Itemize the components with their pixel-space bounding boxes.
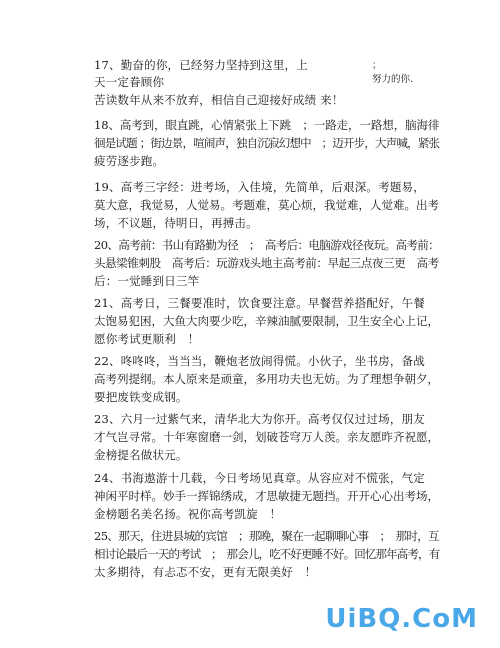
text-line: 太多期待，有忐忑不安，更有无限美好 ！ [94, 565, 317, 579]
text-line: 才气岂寻常。十年寒窗磨一剑，划破苍穹万人羡。亲友愿昨齐祝愿， [94, 430, 439, 444]
watermark-logo: UiBQ.CoM [325, 604, 478, 634]
text-line: 17、勤奋的你，已经努力坚持到这里，上 [94, 58, 308, 72]
text-line: 25、那天，住进县城的宾馆 ；那晚，聚在一起聊聊心事 ； 那时，互 [94, 529, 439, 543]
text-line: 金榜提名做状元。 [94, 448, 188, 462]
side-note-semicolon: ； [372, 60, 382, 71]
text-line: 24、书海遨游十几载，今日考场见真章。从容应对不慌张，气定 [94, 471, 425, 485]
text-line: 徊是试题 ；街边景，喧闹声，独自沉寂幻想中 ；迈开步，大声喊，紧张 [94, 136, 440, 150]
text-line: 太饱易犯困，大鱼大肉要少吃，辛辣油腻要限制，卫生安全心上记， [94, 314, 439, 328]
text-line: 头悬梁锥刺股 高考后：玩游戏头地主高考前：早起三点夜三更 高考 [94, 256, 439, 270]
text-line: 苦读数年从来不放弃，相信自己迎接好成绩 来！ [94, 93, 344, 107]
text-line: 后：一觉睡到日三竿 [94, 274, 200, 288]
text-line: 18、高考到，眼直跳，心情紧张上下跳 ；一路走，一路想，脑海徘 [94, 118, 440, 132]
text-line: 金榜题名美名扬。祝你高考凯旋 ！ [94, 507, 282, 521]
text-line: 21、高考日，三餐要准时，饮食要注意。早餐营养搭配好，午餐 [94, 296, 425, 310]
text-line: 神闲平时样。妙手一挥锦绣成，才思敏捷无题挡。开开心心出考场， [94, 489, 439, 503]
text-line: 高考列提纲。本人原来是顽童，多用功夫也无妨。为了理想争朝夕， [94, 372, 439, 386]
text-line: 19、高考三字经：进考场，入佳境，先简单，后艰深。考题易， [94, 180, 425, 194]
text-line: 相讨论最后一天的考试 ； 那会儿，吃不好更睡不好。回忆那年高考，有 [94, 547, 440, 561]
text-line: 愿你考试更顺利 ！ [94, 332, 200, 346]
text-line: 莫大意，我觉易，人觉易。考题难，莫心烦，我觉难，人觉难。出考 [94, 198, 439, 212]
text-line: 23、六月一过紫气来，清华北大为你开。高考仅仅过过场，朋友 [94, 412, 425, 426]
text-line: 场，不议题，待明日，再搏击。 [94, 216, 258, 230]
text-line: 22、咚咚咚，当当当，鞭炮老放闹得慌。小伙子，坐书房，备战 [94, 354, 425, 368]
text-line: 疲劳逐步跑。 [94, 154, 165, 168]
text-line: 天一定眷顾你 [94, 75, 165, 89]
text-line: 要把废铁变成钢。 [94, 390, 188, 404]
text-line: 20、高考前：书山有路勤为径 ； 高考后：电脑游戏径夜玩。高考前： [94, 238, 439, 252]
side-note: 努力的你. [372, 74, 414, 85]
